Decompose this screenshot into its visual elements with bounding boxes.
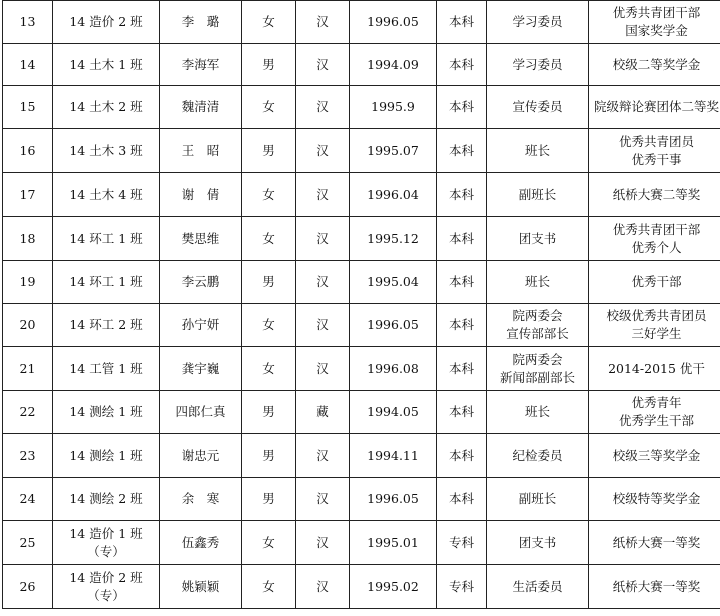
- cell-position-line: 团支书: [518, 534, 557, 550]
- cell-honors-line: 优秀共青团员: [618, 133, 694, 149]
- cell-birth-date: 1996.05: [350, 1, 437, 44]
- cell-honors: [589, 261, 720, 304]
- cell-honors: [589, 1, 720, 44]
- cell-position: [487, 478, 589, 521]
- cell-name: 李云鹏: [160, 261, 242, 304]
- cell-education: 本科: [437, 173, 487, 217]
- cell-class: [53, 434, 160, 478]
- cell-ethnicity: 汉: [296, 565, 350, 609]
- cell-ethnicity: 汉: [296, 347, 350, 391]
- cell-gender: 男: [242, 261, 296, 304]
- cell-education: 本科: [437, 347, 487, 391]
- cell-education: 本科: [437, 304, 487, 347]
- cell-education: 专科: [437, 521, 487, 565]
- cell-class-line: 14 测绘 1 班: [69, 404, 143, 419]
- table-row: [3, 434, 720, 478]
- cell-position: [487, 1, 589, 44]
- table-body: [3, 1, 720, 609]
- cell-position-line: 院两委会: [512, 308, 563, 323]
- cell-honors: [589, 217, 720, 261]
- cell-class: [53, 217, 160, 261]
- cell-class-line: （专）: [87, 587, 125, 603]
- cell-gender: 女: [242, 1, 296, 44]
- cell-honors-line: 优秀个人: [631, 239, 682, 255]
- cell-class-line: 14 土木 4 班: [69, 186, 143, 202]
- cell-number: 20: [3, 304, 53, 347]
- cell-honors-line: 优秀干事: [631, 151, 682, 167]
- cell-education: 本科: [437, 1, 487, 44]
- cell-class-line: 14 造价 2 班: [69, 14, 143, 29]
- cell-position-line: 副班长: [518, 491, 557, 506]
- table-row: [3, 129, 720, 173]
- table-row: [3, 44, 720, 86]
- cell-name: 四郎仁真: [160, 391, 242, 434]
- cell-honors-line: 优秀干部: [631, 274, 682, 289]
- table-row: [3, 86, 720, 129]
- cell-gender: 女: [242, 86, 296, 129]
- cell-number: 22: [3, 391, 53, 434]
- cell-name: 李海军: [160, 44, 242, 86]
- cell-honors-line: 三好学生: [631, 326, 682, 341]
- cell-position: [487, 129, 589, 173]
- cell-honors: [589, 304, 720, 347]
- cell-position-line: 纪检委员: [512, 447, 563, 463]
- cell-number: 21: [3, 347, 53, 391]
- cell-honors-line: 校级三等奖学金: [612, 447, 701, 463]
- cell-class-line: 14 工管 1 班: [69, 360, 143, 376]
- cell-honors-line: 优秀青年: [631, 395, 682, 410]
- cell-gender: 男: [242, 129, 296, 173]
- cell-class-line: 14 环工 1 班: [69, 274, 143, 289]
- cell-honors-line: 纸桥大赛一等奖: [612, 534, 701, 550]
- cell-position-line: 学习委员: [512, 56, 563, 72]
- cell-position-line: 新闻部副部长: [499, 369, 575, 385]
- cell-honors-line: 纸桥大赛二等奖: [612, 186, 701, 202]
- cell-class-line: 14 测绘 2 班: [69, 491, 143, 506]
- cell-name: 李 璐: [160, 1, 242, 44]
- cell-class: [53, 565, 160, 609]
- cell-name: 王 昭: [160, 129, 242, 173]
- cell-class: [53, 86, 160, 129]
- cell-position: [487, 173, 589, 217]
- cell-honors: [589, 521, 720, 565]
- cell-class-line: 14 环工 1 班: [69, 230, 143, 246]
- cell-honors-line: 2014-2015 优干: [608, 360, 705, 376]
- cell-position: [487, 434, 589, 478]
- cell-gender: 女: [242, 304, 296, 347]
- cell-number: 17: [3, 173, 53, 217]
- cell-number: 19: [3, 261, 53, 304]
- cell-class: [53, 478, 160, 521]
- cell-position-line: 宣传委员: [512, 99, 563, 114]
- cell-name: 孙宁妍: [160, 304, 242, 347]
- cell-position-line: 院两委会: [512, 351, 563, 367]
- table-row: [3, 478, 720, 521]
- cell-honors-line: 优秀学生干部: [618, 413, 694, 428]
- cell-number: 18: [3, 217, 53, 261]
- cell-birth-date: 1995.01: [350, 521, 437, 565]
- cell-name: 谢 倩: [160, 173, 242, 217]
- cell-honors-line: 优秀共青团干部: [612, 221, 701, 237]
- cell-education: 本科: [437, 478, 487, 521]
- cell-education: 专科: [437, 565, 487, 609]
- cell-class: [53, 521, 160, 565]
- cell-class-line: 14 土木 1 班: [69, 56, 143, 72]
- cell-birth-date: 1994.05: [350, 391, 437, 434]
- cell-education: 本科: [437, 434, 487, 478]
- cell-position-line: 班长: [524, 274, 550, 289]
- cell-gender: 女: [242, 347, 296, 391]
- cell-birth-date: 1995.07: [350, 129, 437, 173]
- cell-gender: 男: [242, 478, 296, 521]
- cell-position-line: 副班长: [518, 186, 557, 202]
- table-row: [3, 521, 720, 565]
- cell-honors-line: 校级特等奖学金: [612, 491, 701, 506]
- cell-position: [487, 86, 589, 129]
- cell-number: 26: [3, 565, 53, 609]
- cell-honors: [589, 347, 720, 391]
- cell-birth-date: 1996.08: [350, 347, 437, 391]
- cell-education: 本科: [437, 391, 487, 434]
- table-row: [3, 391, 720, 434]
- cell-education: 本科: [437, 129, 487, 173]
- cell-class-line: （专）: [87, 543, 125, 559]
- cell-honors-line: 校级二等奖学金: [612, 56, 701, 72]
- cell-ethnicity: 汉: [296, 173, 350, 217]
- cell-position: [487, 261, 589, 304]
- cell-birth-date: 1995.02: [350, 565, 437, 609]
- cell-class: [53, 391, 160, 434]
- cell-name: 姚颖颖: [160, 565, 242, 609]
- cell-name: 余 寒: [160, 478, 242, 521]
- cell-honors: [589, 44, 720, 86]
- cell-number: 24: [3, 478, 53, 521]
- cell-name: 樊思维: [160, 217, 242, 261]
- cell-number: 14: [3, 44, 53, 86]
- cell-honors: [589, 391, 720, 434]
- cell-ethnicity: 汉: [296, 261, 350, 304]
- cell-position: [487, 347, 589, 391]
- cell-ethnicity: 汉: [296, 129, 350, 173]
- cell-honors-line: 纸桥大赛一等奖: [612, 578, 701, 594]
- cell-birth-date: 1996.04: [350, 173, 437, 217]
- cell-class: [53, 1, 160, 44]
- cell-position-line: 学习委员: [512, 14, 563, 29]
- cell-honors: [589, 86, 720, 129]
- cell-position: [487, 521, 589, 565]
- cell-honors-line: 院级辩论赛团体二等奖: [593, 99, 719, 114]
- cell-education: 本科: [437, 217, 487, 261]
- cell-ethnicity: 汉: [296, 478, 350, 521]
- cell-honors: [589, 478, 720, 521]
- cell-education: 本科: [437, 86, 487, 129]
- cell-honors: [589, 434, 720, 478]
- cell-honors-line: 校级优秀共青团员: [606, 308, 707, 323]
- cell-birth-date: 1995.04: [350, 261, 437, 304]
- cell-class: [53, 347, 160, 391]
- table-row: [3, 217, 720, 261]
- cell-class: [53, 44, 160, 86]
- cell-class: [53, 304, 160, 347]
- cell-birth-date: 1995.9: [350, 86, 437, 129]
- cell-position: [487, 44, 589, 86]
- student-table: [2, 0, 720, 609]
- cell-class-line: 14 土木 2 班: [69, 99, 143, 114]
- cell-class-line: 14 测绘 1 班: [69, 447, 143, 463]
- cell-position-line: 生活委员: [512, 578, 563, 594]
- cell-birth-date: 1995.12: [350, 217, 437, 261]
- table-row: [3, 565, 720, 609]
- cell-number: 13: [3, 1, 53, 44]
- cell-honors: [589, 129, 720, 173]
- cell-position-line: 团支书: [518, 230, 557, 246]
- cell-honors: [589, 173, 720, 217]
- cell-education: 本科: [437, 44, 487, 86]
- cell-ethnicity: 汉: [296, 86, 350, 129]
- cell-ethnicity: 汉: [296, 304, 350, 347]
- cell-position-line: 宣传部部长: [506, 326, 569, 341]
- cell-gender: 女: [242, 521, 296, 565]
- cell-birth-date: 1996.05: [350, 478, 437, 521]
- cell-number: 25: [3, 521, 53, 565]
- table-row: [3, 173, 720, 217]
- cell-ethnicity: 汉: [296, 217, 350, 261]
- cell-class-line: 14 造价 2 班: [69, 569, 143, 585]
- cell-gender: 女: [242, 565, 296, 609]
- cell-position-line: 班长: [524, 404, 550, 419]
- cell-honors: [589, 565, 720, 609]
- cell-honors-line: 国家奖学金: [625, 23, 688, 38]
- cell-position: [487, 217, 589, 261]
- table-row: [3, 1, 720, 44]
- cell-number: 16: [3, 129, 53, 173]
- cell-birth-date: 1994.11: [350, 434, 437, 478]
- cell-gender: 女: [242, 173, 296, 217]
- cell-gender: 女: [242, 217, 296, 261]
- cell-gender: 男: [242, 44, 296, 86]
- cell-position: [487, 391, 589, 434]
- cell-class-line: 14 环工 2 班: [69, 317, 143, 332]
- cell-number: 15: [3, 86, 53, 129]
- table-row: [3, 347, 720, 391]
- cell-education: 本科: [437, 261, 487, 304]
- cell-gender: 男: [242, 434, 296, 478]
- cell-honors-line: 优秀共青团干部: [612, 5, 701, 20]
- cell-class: [53, 173, 160, 217]
- cell-birth-date: 1996.05: [350, 304, 437, 347]
- cell-ethnicity: 汉: [296, 44, 350, 86]
- table-row: [3, 261, 720, 304]
- table-row: [3, 304, 720, 347]
- cell-gender: 男: [242, 391, 296, 434]
- cell-ethnicity: 汉: [296, 521, 350, 565]
- cell-number: 23: [3, 434, 53, 478]
- cell-class: [53, 261, 160, 304]
- cell-name: 魏清清: [160, 86, 242, 129]
- cell-position-line: 班长: [524, 142, 550, 158]
- cell-ethnicity: 藏: [296, 391, 350, 434]
- cell-class-line: 14 造价 1 班: [69, 525, 143, 541]
- cell-class: [53, 129, 160, 173]
- cell-birth-date: 1994.09: [350, 44, 437, 86]
- cell-name: 伍鑫秀: [160, 521, 242, 565]
- cell-position: [487, 304, 589, 347]
- cell-ethnicity: 汉: [296, 434, 350, 478]
- cell-ethnicity: 汉: [296, 1, 350, 44]
- cell-position: [487, 565, 589, 609]
- cell-name: 谢忠元: [160, 434, 242, 478]
- cell-name: 龚宇巍: [160, 347, 242, 391]
- cell-class-line: 14 土木 3 班: [69, 142, 143, 158]
